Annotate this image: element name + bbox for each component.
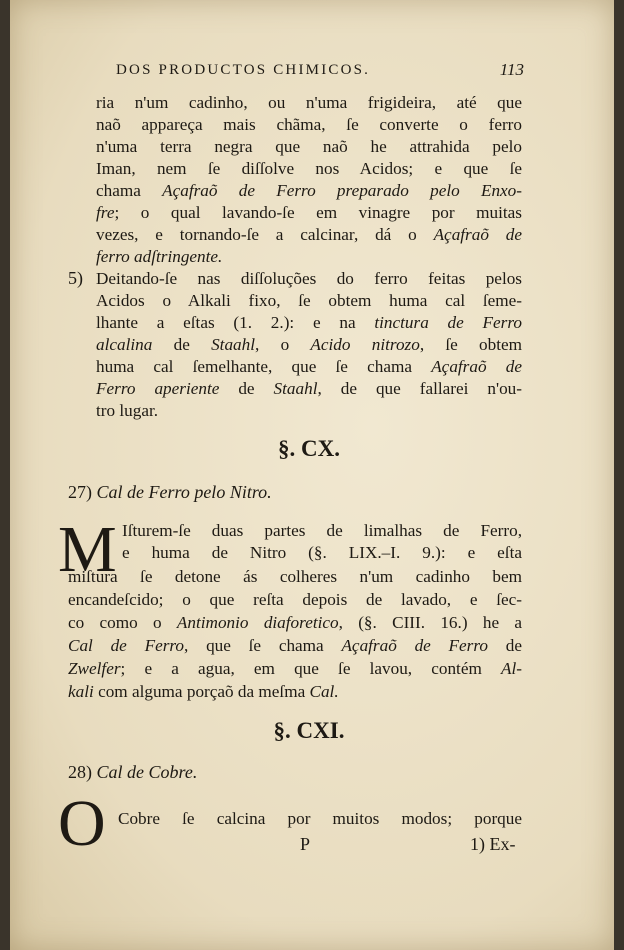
- text-line: co como o Antimonio diaforetico, (§. CIII. 16.) he a: [68, 613, 522, 632]
- text-line: Ferro aperiente de Staahl, de que fallarei n'ou-: [96, 379, 522, 398]
- text-line: kali com alguma porçaõ da meſma Cal.: [68, 682, 339, 701]
- text-line: Zwelfer; e a agua, em que ſe lavou, contém Al-: [68, 659, 522, 678]
- item-number: 28): [68, 762, 92, 782]
- running-header: [116, 62, 524, 79]
- italic-term: tinctura de Ferro: [374, 313, 523, 332]
- text-line: Deitando-ſe nas diſſoluções do ferro feitas pelos: [96, 269, 522, 288]
- text-line: ferro adſtringente.: [96, 247, 223, 266]
- catchword: 1) Ex-: [470, 834, 516, 854]
- book-page: [10, 0, 614, 950]
- page-number: 113: [499, 60, 524, 79]
- item-number: 5): [68, 268, 83, 288]
- section-heading: §. CXI.: [273, 718, 345, 743]
- text-line: Cal de Ferro, que ſe chama Açafraõ de Ferro de: [68, 636, 522, 655]
- item-number: 27): [68, 482, 92, 502]
- text-line: vezes, e tornando-ſe a calcinar, dá o Açafraõ de: [96, 225, 522, 244]
- text-line: miſtura ſe detone ás colheres n'um cadinho bem: [68, 567, 522, 586]
- text-line: tro lugar.: [96, 401, 159, 420]
- italic-term: Açafraõ de Ferro preparado pelo Enxo-: [162, 181, 522, 200]
- text-line: naõ appareça mais chãma, ſe converte o ferro: [96, 115, 522, 134]
- text-line: lhante a eſtas (1. 2.): e na tinctura de Ferro: [96, 313, 523, 332]
- italic-term: Açafraõ de: [433, 225, 522, 244]
- subsection-title: Cal de Cobre.: [96, 762, 198, 782]
- drop-cap: M: [58, 513, 117, 586]
- text-line: Iman, nem ſe diſſolve nos Acidos; e que ſe: [96, 159, 522, 178]
- italic-term: fre: [96, 203, 115, 222]
- text-line: huma cal ſemelhante, que ſe chama Açafraõ de: [96, 357, 522, 376]
- text-line: n'uma terra negra que naõ he attrahida pelo: [96, 137, 522, 156]
- text-line: Iſturem-ſe duas partes de limalhas de Ferro,: [122, 521, 522, 540]
- subsection-heading: [68, 762, 197, 783]
- text-line: fre; o qual lavando-ſe em vinagre por muitas: [96, 203, 522, 222]
- subsection-heading: [68, 482, 272, 503]
- italic-term: Açafraõ de: [431, 357, 522, 376]
- running-title: DOS PRODUCTOS CHIMICOS.: [116, 62, 371, 78]
- text-line: alcalina de Staahl, o Acido nitrozo, ſe obtem: [96, 335, 522, 354]
- section-heading: §. CX.: [278, 436, 340, 461]
- text-line: ria n'um cadinho, ou n'uma frigideira, até que: [96, 93, 522, 112]
- signature-mark: P: [300, 834, 311, 854]
- subsection-title: Cal de Ferro pelo Nitro.: [96, 482, 272, 502]
- text-line: chama Açafraõ de Ferro preparado pelo Enxo-: [96, 181, 522, 200]
- text-line: encandeſcido; o que reſta depois de lavado, e ſec-: [68, 590, 522, 609]
- text-line: Acidos o Alkali fixo, ſe obtem huma cal ſeme-: [96, 291, 522, 310]
- drop-cap: O: [58, 787, 106, 860]
- text-line: Cobre ſe calcina por muitos modos; porque: [118, 809, 522, 828]
- text-line: e huma de Nitro (§. LIX.–I. 9.): e eſta: [122, 543, 522, 562]
